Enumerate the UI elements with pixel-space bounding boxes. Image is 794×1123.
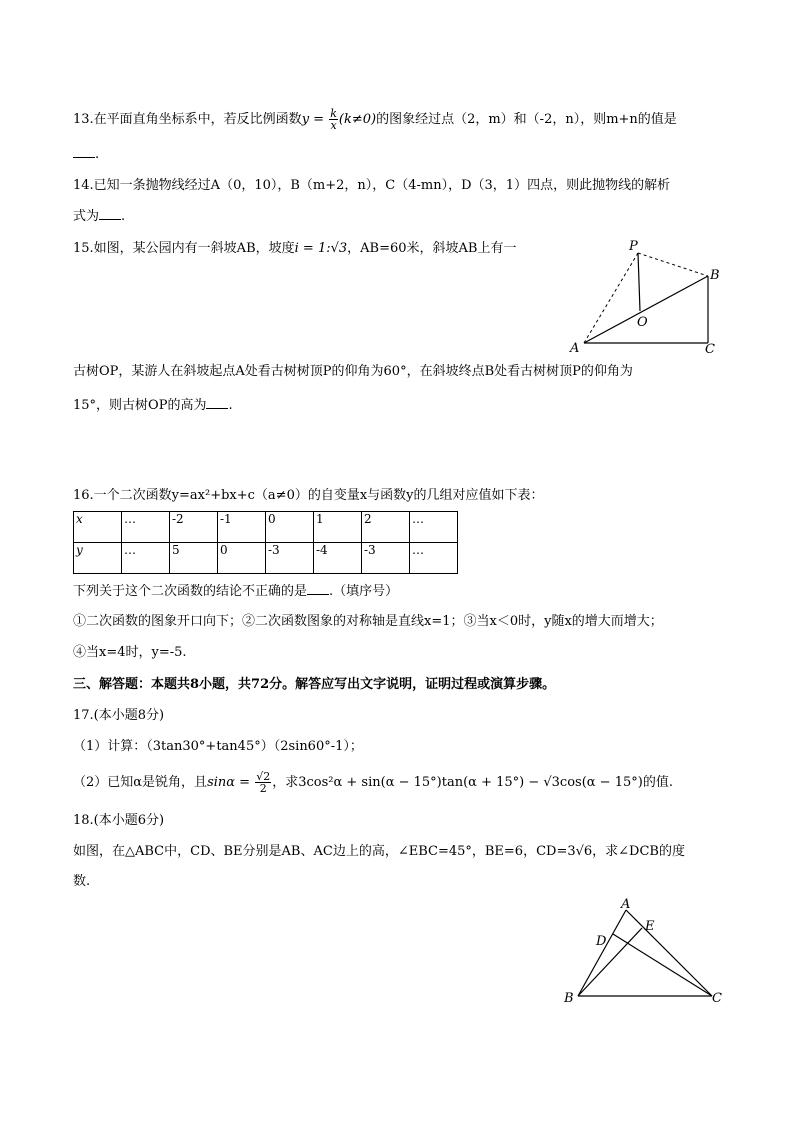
table-cell: 1	[314, 512, 362, 543]
label-b: B	[564, 991, 574, 1006]
question-14-line1: 14.已知一条抛物线经过A（0，10），B（m+2，n），C（4-mn），D（3，1）四点，则此抛物线的解析	[73, 178, 671, 193]
table-cell: -2	[170, 512, 218, 543]
question-13-answer	[73, 145, 99, 164]
q13-end: .	[95, 147, 100, 162]
answer-blank	[206, 396, 228, 409]
q15-line1-b: ，AB=60米，斜坡AB上有一	[347, 241, 517, 256]
q14-line2-b: .	[121, 209, 126, 224]
table-cell: 5	[170, 543, 218, 574]
q13-fraction	[329, 108, 338, 131]
table-row	[74, 543, 458, 574]
q17-sin: sinα =	[207, 775, 255, 790]
q15-line3-b: .	[228, 398, 233, 413]
q17-num: √2	[256, 770, 271, 783]
question-15-line1	[73, 240, 516, 258]
question-15-line3	[73, 396, 233, 415]
table-cell: -3	[266, 543, 314, 574]
table-cell: x	[74, 512, 122, 543]
label-o: O	[637, 315, 648, 330]
section-3-heading	[73, 676, 555, 694]
triangle-figure	[560, 898, 730, 1010]
line-pb	[638, 253, 708, 276]
table-cell: 0	[218, 543, 266, 574]
question-15-line2: 古树OP，某游人在斜坡起点A处看古树树顶P的仰角为60°，在斜坡终点B处看古树树顶P的仰角为	[73, 364, 633, 379]
section-3-text: 三、解答题：本题共8小题，共72分。解答应写出文字说明，证明过程或演算步骤。	[73, 677, 556, 692]
q13-text-a: 13.在平面直角坐标系中，若反比例函数	[73, 112, 302, 127]
question-16-line4: ④当x=4时，y=-5.	[73, 645, 187, 660]
q17-part2-b: ，求3cos²α + sin(α − 15°)tan(α + 15°) − √3cos(α − 15°)的值.	[272, 775, 673, 790]
question-13	[73, 108, 677, 131]
side-ac	[626, 910, 712, 996]
value-table	[73, 511, 458, 574]
tree-op	[638, 253, 640, 311]
question-17-part2	[73, 771, 673, 794]
q13-y: y	[301, 112, 310, 127]
q15-line3-a: 15°，则古树OP的高为	[73, 398, 207, 413]
table-cell: 0	[266, 512, 314, 543]
label-a: A	[570, 341, 580, 356]
table-row	[74, 512, 458, 543]
label-p: P	[629, 239, 638, 254]
answer-blank	[307, 582, 329, 595]
question-18-line2: 数.	[73, 874, 91, 889]
q15-slope: i = 1:√3	[294, 241, 348, 256]
question-18-line1: 如图，在△ABC中，CD、BE分别是AB、AC边上的高，∠EBC=45°，BE=6，CD=3√6，求∠DCB的度	[73, 844, 685, 859]
table-cell: 2	[362, 512, 410, 543]
q15-line1-a: 15.如图，某公园内有一斜坡AB，坡度	[73, 241, 295, 256]
question-16-line1: 16.一个二次函数y=ax²+bx+c（a≠0）的自变量x与函数y的几组对应值如下表：	[73, 488, 544, 503]
slope-figure	[565, 236, 735, 358]
table-cell: -1	[218, 512, 266, 543]
table-cell: y	[74, 543, 122, 574]
altitude-cd	[613, 934, 712, 996]
table-cell: -4	[314, 543, 362, 574]
label-c: C	[712, 991, 722, 1006]
q17-part2-a: （2）已知α是锐角，且	[73, 775, 208, 790]
label-b: B	[710, 268, 720, 283]
table-cell: …	[410, 512, 458, 543]
q16-line2-a: 下列关于这个二次函数的结论不正确的是	[73, 584, 308, 599]
q13-condition: (k≠0)	[338, 112, 377, 127]
q13-text-b: 的图象经过点（2，m）和（-2，n），则m+n的值是	[376, 112, 677, 127]
label-c: C	[705, 342, 715, 357]
question-17-part1: （1）计算：（3tan30°+tan45°）（2sin60°-1）；	[73, 739, 363, 754]
question-16-line3: ①二次函数的图象开口向下；②二次函数图象的对称轴是直线x=1；③当x＜0时，y随x的增大而增大；	[73, 614, 663, 629]
line-ap	[584, 253, 638, 343]
question-16-line2	[73, 582, 398, 601]
question-17-header: 17.(本小题8分)	[73, 708, 165, 723]
answer-blank	[73, 145, 95, 158]
q13-x: x	[330, 119, 337, 132]
table-cell: …	[122, 512, 170, 543]
q13-k: k	[330, 107, 337, 120]
q17-fraction	[255, 771, 271, 794]
question-18-header: 18.(本小题6分)	[73, 813, 165, 828]
answer-blank	[99, 207, 121, 220]
table-cell: …	[122, 543, 170, 574]
table-cell: -3	[362, 543, 410, 574]
table-cell: …	[410, 543, 458, 574]
q13-eq: =	[309, 112, 329, 127]
question-14-line2	[73, 207, 125, 226]
slope-ab	[584, 276, 708, 343]
label-a: A	[621, 898, 631, 912]
label-d: D	[596, 934, 607, 949]
label-e: E	[645, 919, 655, 934]
q14-line2-a: 式为	[73, 209, 100, 224]
q16-line2-b: .（填序号）	[329, 584, 399, 599]
q17-den: 2	[259, 782, 267, 795]
